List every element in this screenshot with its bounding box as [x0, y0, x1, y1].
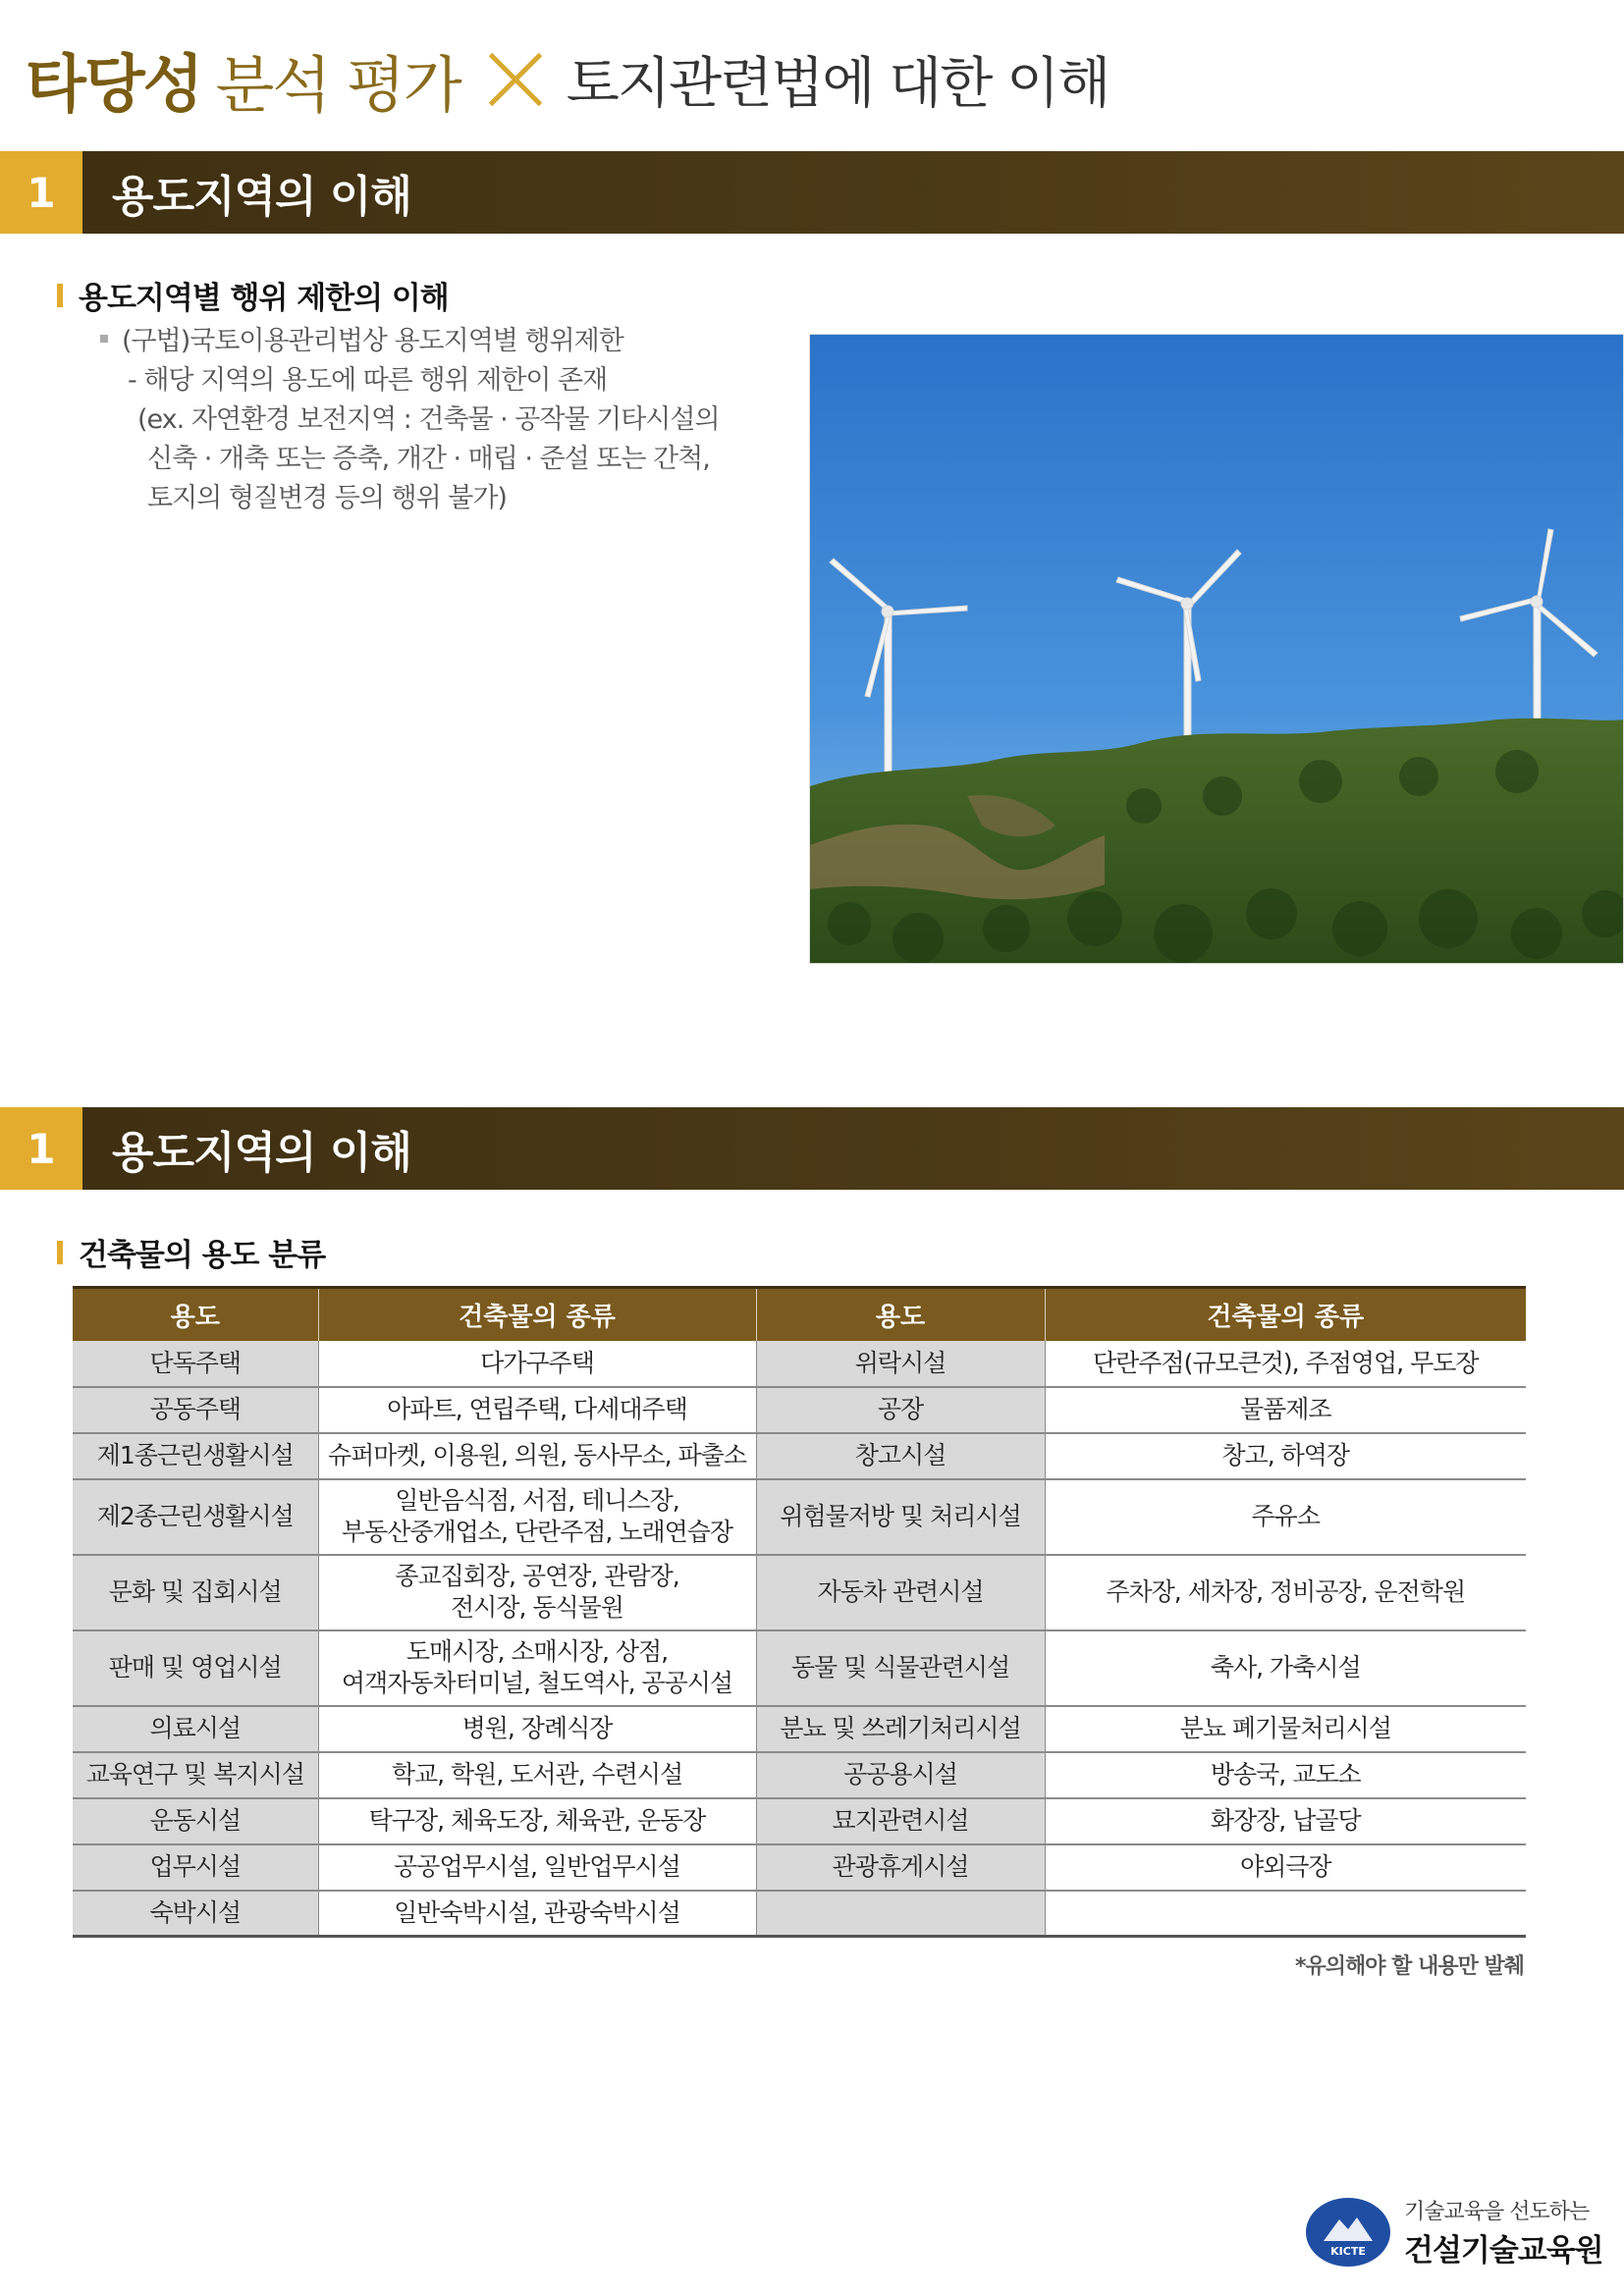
building-type-cell: 종교집회장, 공연장, 관람장, 전시장, 동식물원 [318, 1555, 756, 1630]
use-category-cell: 공동주택 [73, 1387, 318, 1433]
heading-marker-icon [57, 1241, 63, 1264]
use-category-cell: 문화 및 집회시설 [73, 1555, 318, 1630]
logo-emblem-text: KICTE [1330, 2245, 1366, 2258]
use-category-cell: 운동시설 [73, 1798, 318, 1844]
use-category-cell: 위락시설 [756, 1341, 1045, 1387]
use-category-cell: 업무시설 [73, 1844, 318, 1891]
subsection-heading-text: 건축물의 용도 분류 [79, 1238, 326, 1273]
wind-turbines-photo [809, 334, 1624, 964]
use-category-cell: 관광휴게시설 [756, 1844, 1045, 1891]
building-type-cell: 화장장, 납골당 [1045, 1798, 1526, 1844]
building-type-cell [1045, 1891, 1526, 1937]
use-category-cell: 제1종근린생활시설 [73, 1433, 318, 1479]
wind-turbines-illustration [810, 335, 1624, 964]
building-type-cell: 다가구주택 [318, 1341, 756, 1387]
building-type-cell: 방송국, 교도소 [1045, 1752, 1526, 1798]
logo-organization-name: 건설기술교육원 [1404, 2233, 1603, 2269]
use-category-cell: 판매 및 영업시설 [73, 1630, 318, 1706]
column-header: 건축물의 종류 [318, 1288, 756, 1341]
building-type-cell: 분뇨 폐기물처리시설 [1045, 1706, 1526, 1752]
footnote: *유의해야 할 내용만 발췌 [1294, 1954, 1524, 1979]
use-category-cell: 동물 및 식물관련시설 [756, 1630, 1045, 1706]
use-category-cell: 분뇨 및 쓰레기처리시설 [756, 1706, 1045, 1752]
building-type-cell: 야외극장 [1045, 1844, 1526, 1891]
page-header [26, 35, 1109, 124]
kicte-logo-icon [1306, 2198, 1390, 2267]
building-type-cell: 아파트, 연립주택, 다세대주택 [318, 1387, 756, 1433]
building-type-cell: 공공업무시설, 일반업무시설 [318, 1844, 756, 1891]
use-category-cell: 단독주택 [73, 1341, 318, 1387]
table-row [73, 1706, 1526, 1752]
example-line: (ex. 자연환경 보전지역 : 건축물 · 공작물 기타시설의 [137, 404, 720, 435]
use-category-cell: 공공용시설 [756, 1752, 1045, 1798]
logo-tagline: 기술교육을 선도하는 [1404, 2200, 1590, 2224]
building-use-table [73, 1286, 1526, 1938]
page-subtitle: 토지관련법에 대한 이해 [566, 52, 1110, 116]
heading-marker-icon [57, 284, 63, 307]
section-bar-1 [0, 151, 1624, 234]
subsection-heading-zoning-restrictions [57, 273, 449, 317]
building-type-cell: 병원, 장례식장 [318, 1706, 756, 1752]
building-type-cell: 창고, 하역장 [1045, 1433, 1526, 1479]
column-header: 용도 [756, 1288, 1045, 1341]
section-bar-2 [0, 1107, 1624, 1190]
section-title: 용도지역의 이해 [112, 1128, 411, 1178]
building-type-cell: 도매시장, 소매시장, 상점, 여객자동차터미널, 철도역사, 공공시설 [318, 1630, 756, 1706]
table-row [73, 1752, 1526, 1798]
use-category-cell: 교육연구 및 복지시설 [73, 1752, 318, 1798]
dash-line: - 해당 지역의 용도에 따른 행위 제한이 존재 [128, 365, 608, 396]
use-category-cell: 의료시설 [73, 1706, 318, 1752]
section-number: 1 [0, 151, 82, 234]
example-line: 토지의 형질변경 등의 행위 불가) [147, 483, 507, 513]
kicte-logo [1306, 2195, 1603, 2269]
page-title-bold: 타당성 [26, 49, 202, 122]
use-category-cell [756, 1891, 1045, 1937]
table-row [73, 1630, 1526, 1706]
building-type-cell: 학교, 학원, 도서관, 수련시설 [318, 1752, 756, 1798]
building-type-cell: 축사, 가축시설 [1045, 1630, 1526, 1706]
column-header: 건축물의 종류 [1045, 1288, 1526, 1341]
use-category-cell: 자동차 관련시설 [756, 1555, 1045, 1630]
section-title: 용도지역의 이해 [112, 172, 411, 222]
table-row [73, 1341, 1526, 1387]
table-row [73, 1479, 1526, 1555]
table-row [73, 1798, 1526, 1844]
table-row [73, 1433, 1526, 1479]
section-number: 1 [0, 1107, 82, 1190]
use-category-cell: 창고시설 [756, 1433, 1045, 1479]
subsection-heading-text: 용도지역별 행위 제한의 이해 [79, 281, 449, 316]
subsection-heading-building-use [57, 1230, 325, 1274]
use-category-cell: 묘지관련시설 [756, 1798, 1045, 1844]
building-type-cell: 주유소 [1045, 1479, 1526, 1555]
building-type-cell: 슈퍼마켓, 이용원, 의원, 동사무소, 파출소 [318, 1433, 756, 1479]
building-type-cell: 탁구장, 체육도장, 체육관, 운동장 [318, 1798, 756, 1844]
column-header: 용도 [73, 1288, 318, 1341]
building-type-cell: 일반숙박시설, 관광숙박시설 [318, 1891, 756, 1937]
table-row [73, 1555, 1526, 1630]
use-category-cell: 제2종근린생활시설 [73, 1479, 318, 1555]
table-row [73, 1891, 1526, 1937]
table-header-row [73, 1288, 1526, 1341]
building-type-cell: 단란주점(규모큰것), 주점영업, 무도장 [1045, 1341, 1526, 1387]
use-category-cell: 위험물저방 및 처리시설 [756, 1479, 1045, 1555]
building-type-cell: 일반음식점, 서점, 테니스장, 부동산중개업소, 단란주점, 노래연습장 [318, 1479, 756, 1555]
table-row [73, 1387, 1526, 1433]
table-row [73, 1844, 1526, 1891]
bullet-line: (구법)국토이용관리법상 용도지역별 행위제한 [86, 322, 774, 361]
use-category-cell: 공장 [756, 1387, 1045, 1433]
building-type-cell: 주차장, 세차장, 정비공장, 운전학원 [1045, 1555, 1526, 1630]
building-type-cell: 물품제조 [1045, 1387, 1526, 1433]
square-bullet-icon [100, 335, 108, 343]
page-title-light: 분석 평가 [215, 48, 460, 121]
example-line: 신축 · 개축 또는 증축, 개간 · 매립 · 준설 또는 간척, [147, 444, 710, 474]
cross-icon [486, 50, 545, 109]
use-category-cell: 숙박시설 [73, 1891, 318, 1937]
zoning-description [86, 322, 774, 518]
